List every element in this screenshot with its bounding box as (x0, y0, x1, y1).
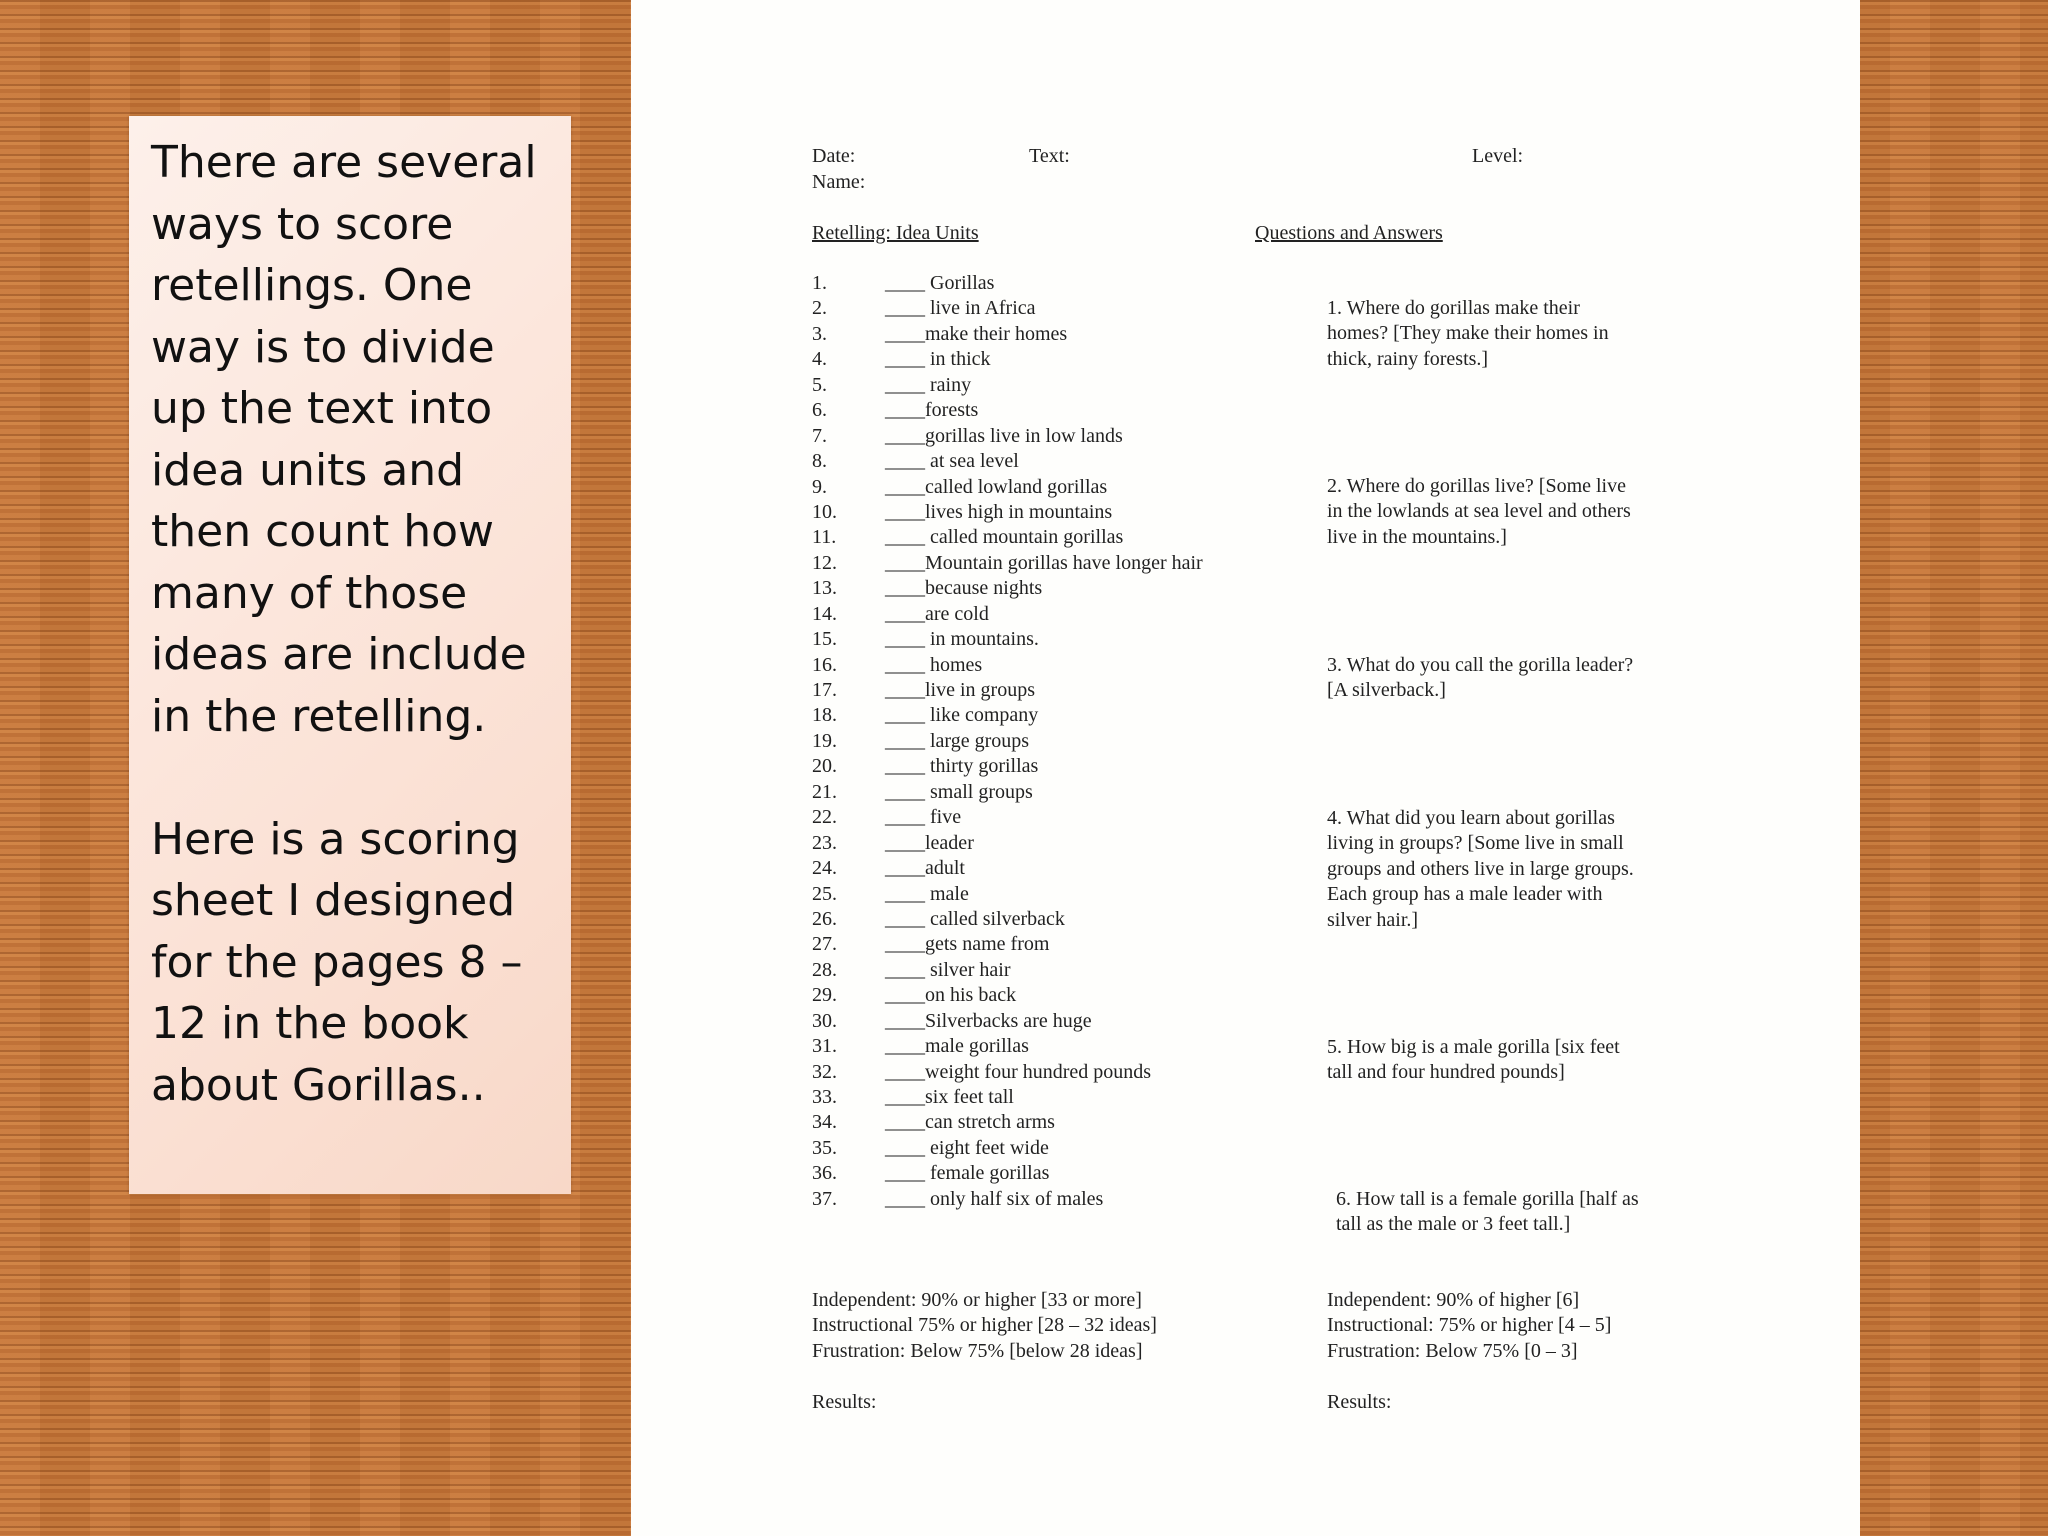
question-3: 3. What do you call the gorilla leader? [A silverback.] (1327, 654, 1634, 702)
question-4: 4. What did you learn about gorillas living in groups? [Some live in small groups and others live in large groups. Each group has a male leader with silver hair.] (1327, 807, 1634, 931)
question-5: 5. How big is a male gorilla [six feet tall and four hundred pounds] (1327, 1036, 1620, 1084)
qa-heading: Questions and Answers (1255, 222, 1443, 244)
retelling-scoring-criteria: Independent: 90% or higher [33 or more] Instructional 75% or higher [28 – 32 ideas] Frustration: Below 75% [below 28 ideas] (812, 1289, 1157, 1362)
results-left-label: Results: (812, 1391, 877, 1413)
results-right-label: Results: (1327, 1391, 1392, 1413)
note-paragraph-1: There are several ways to score retellings. One way is to divide up the text into idea units and then count how many of those ideas are include in the retelling. (151, 137, 537, 742)
text-label: Text: (1029, 145, 1070, 167)
note-paragraph-2: Here is a scoring sheet I designed for the pages 8 – 12 in the book about Gorillas.. (151, 813, 523, 1111)
question-6: 6. How tall is a female gorilla [half as tall as the male or 3 feet tall.] (1336, 1188, 1639, 1236)
question-1: 1. Where do gorillas make their homes? [They make their homes in thick, rainy forests.] (1327, 297, 1609, 370)
instruction-note (129, 116, 571, 1194)
date-label: Date: (812, 145, 856, 167)
scoring-sheet: Date: Text: Level: Name: Retelling: Idea Units Questions and Answers 1. ____ Gorillas 2. ____ live in Africa 3. ____make their homes 4. ____ in thick 5. ____ rainy 6. ____forests 7. ____gorillas live in low lands 8. ____ at sea level 9. ____called lowland gorillas 10. ____lives high in mountains 11. ____ called mountain gorillas 12. ____Mountain gorillas have longer hair 13. ____because nights 14. ____are cold 15. ____ in mountains. 16. ____ homes 17. ____live in groups 18. ____ like company 19. ____ large groups 20. ____ thirty gorillas 21. ____ small groups 22. ____ five 23. ____leader 24. ____adult 25. ____ male 26. ____ called silverback 27. ____gets name from 28. ____ silver hair 29. ____on his back 30. ____Silverbacks are huge 31. ____male gorillas 32. ____weight four hundred pounds 33. ____six feet tall 34. ____can stretch arms 35. ____ eight feet wide 36. ____ female gorillas 37. ____ only half six of males 1. Where do gorillas make their homes? [They make their homes in thick, rainy forests.] 2. Where do gorillas live? [Some live in the lowlands at sea level and others live in the mountains.] 3. What do you call the gorilla leader? [A silverback.] 4. What did you learn about gorillas living in groups? [Some live in small groups and others live in large groups. Each group has a male leader with silver hair.] 5. How big is a male gorilla [six feet tall and four hundred pounds] 6. How tall is a female gorilla [half as tall as the male or 3 feet tall.] Independent: 90% or higher [33 or more] Instructional 75% or higher [28 – 32 ideas] Frustration: Below 75% [below 28 ideas] Independent: 90% of higher [6] Instructional: 75% or higher [4 – 5] Frustration: Below 75% [0 – 3] Results: Results: (631, 0, 1860, 1536)
name-label: Name: (812, 171, 866, 193)
qa-scoring-criteria: Independent: 90% of higher [6] Instructional: 75% or higher [4 – 5] Frustration: Below 75% [0 – 3] (1327, 1289, 1612, 1362)
question-2: 2. Where do gorillas live? [Some live in the lowlands at sea level and others live in the mountains.] (1327, 475, 1631, 548)
retelling-heading: Retelling: Idea Units (812, 222, 979, 244)
level-label: Level: (1472, 145, 1524, 167)
